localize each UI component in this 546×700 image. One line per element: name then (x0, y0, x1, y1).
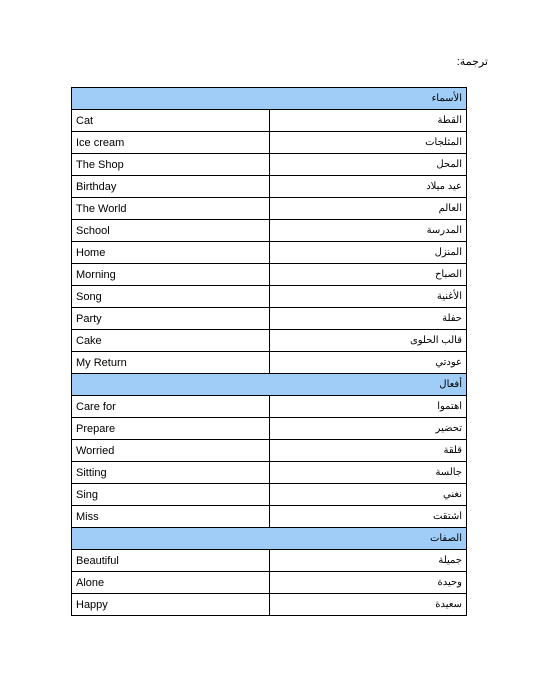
english-word: Miss (72, 506, 270, 528)
arabic-word: اشتقت (269, 506, 467, 528)
english-word: The World (72, 198, 270, 220)
table-row (72, 396, 467, 418)
table-row (72, 198, 467, 220)
arabic-word: جالسة (269, 462, 467, 484)
table-row (72, 352, 467, 374)
english-word: My Return (72, 352, 270, 374)
section-header-label: أفعال (72, 374, 467, 396)
table-row (72, 132, 467, 154)
arabic-word: العالم (269, 198, 467, 220)
arabic-word: المدرسة (269, 220, 467, 242)
english-word: Birthday (72, 176, 270, 198)
arabic-word: قلقة (269, 440, 467, 462)
english-word: Cake (72, 330, 270, 352)
arabic-word: المنزل (269, 242, 467, 264)
vocabulary-table (71, 87, 467, 616)
arabic-word: الصباح (269, 264, 467, 286)
table-row (72, 594, 467, 616)
arabic-word: وحيدة (269, 572, 467, 594)
arabic-word: سعيدة (269, 594, 467, 616)
section-header-adjectives (72, 528, 467, 550)
table-row (72, 550, 467, 572)
arabic-word: القطة (269, 110, 467, 132)
table-row (72, 286, 467, 308)
table-row (72, 506, 467, 528)
table-row (72, 484, 467, 506)
table-row (72, 220, 467, 242)
table-row (72, 176, 467, 198)
table-row (72, 242, 467, 264)
english-word: Beautiful (72, 550, 270, 572)
section-header-label: الصفات (72, 528, 467, 550)
english-word: Morning (72, 264, 270, 286)
english-word: Cat (72, 110, 270, 132)
arabic-word: المحل (269, 154, 467, 176)
table-row (72, 462, 467, 484)
table-row (72, 330, 467, 352)
english-word: Sing (72, 484, 270, 506)
english-word: Song (72, 286, 270, 308)
table-row (72, 154, 467, 176)
table-row (72, 572, 467, 594)
table-row (72, 264, 467, 286)
arabic-word: جميلة (269, 550, 467, 572)
table-row (72, 418, 467, 440)
arabic-word: نغني (269, 484, 467, 506)
english-word: Prepare (72, 418, 270, 440)
english-word: Ice cream (72, 132, 270, 154)
arabic-word: الأغنية (269, 286, 467, 308)
english-word: Home (72, 242, 270, 264)
english-word: Party (72, 308, 270, 330)
table-row (72, 440, 467, 462)
table-row (72, 110, 467, 132)
english-word: The Shop (72, 154, 270, 176)
section-header-verbs (72, 374, 467, 396)
section-header-nouns (72, 88, 467, 110)
arabic-word: قالب الحلوى (269, 330, 467, 352)
page-title: ترجمة: (456, 56, 488, 68)
section-header-label: الأسماء (72, 88, 467, 110)
arabic-word: عيد ميلاد (269, 176, 467, 198)
arabic-word: اهتموا (269, 396, 467, 418)
english-word: Worried (72, 440, 270, 462)
arabic-word: المثلجات (269, 132, 467, 154)
arabic-word: تحضير (269, 418, 467, 440)
table-row (72, 308, 467, 330)
arabic-word: عودتي (269, 352, 467, 374)
english-word: Happy (72, 594, 270, 616)
arabic-word: حفلة (269, 308, 467, 330)
english-word: Alone (72, 572, 270, 594)
english-word: Care for (72, 396, 270, 418)
english-word: Sitting (72, 462, 270, 484)
english-word: School (72, 220, 270, 242)
